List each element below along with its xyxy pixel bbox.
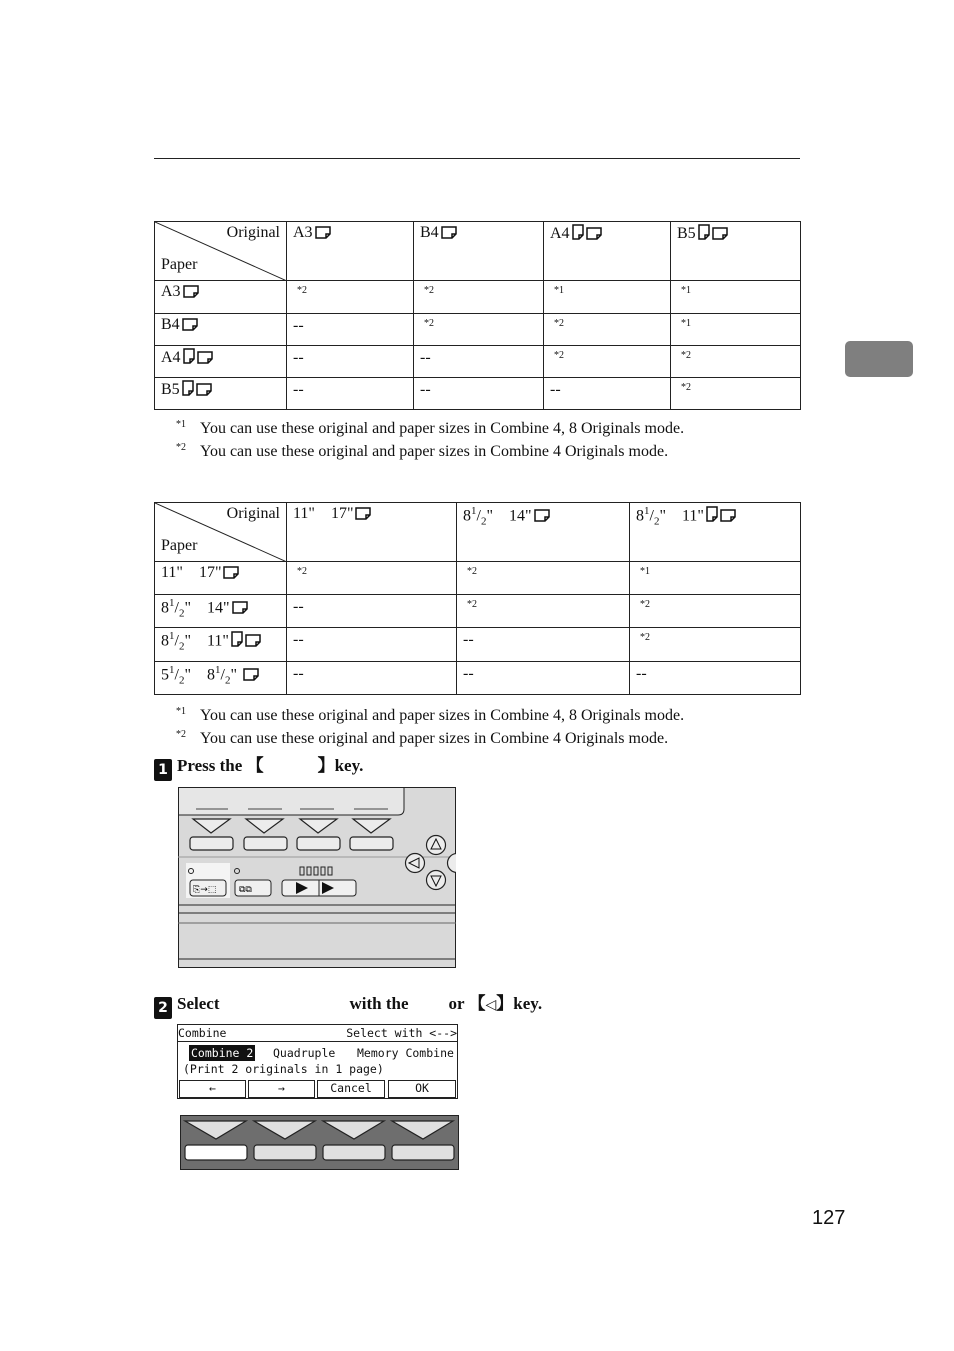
table-corner (155, 222, 287, 281)
table-cell: *2 (414, 281, 544, 314)
table-cell: *1 (630, 562, 801, 595)
landscape-icon (534, 509, 550, 527)
header-original: Original (226, 224, 280, 241)
row-header-8.5x14: $8^1/_2$" 14" (155, 595, 287, 628)
header-paper: Paper (161, 256, 198, 273)
inch-size-table (154, 502, 801, 695)
landscape-icon (196, 383, 212, 401)
landscape-icon (243, 668, 259, 686)
table-cell: -- (457, 662, 630, 695)
table-row (155, 562, 801, 595)
header-paper: Paper (161, 537, 198, 554)
landscape-icon (586, 227, 602, 245)
option-memory-combine[interactable]: Memory Combine (357, 1046, 454, 1060)
portrait-icon (231, 631, 243, 652)
col-header-b5: B5 (671, 222, 801, 281)
landscape-icon (183, 285, 199, 303)
chapter-tab (845, 341, 913, 377)
table-cell: -- (287, 662, 457, 695)
landscape-icon (245, 634, 261, 652)
table-row (155, 346, 801, 378)
col-header-b4: B4 (414, 222, 544, 281)
landscape-icon (197, 351, 213, 369)
table-cell: -- (287, 314, 414, 346)
operation-panel-illustration (178, 787, 456, 968)
step-number-badge: 1 (154, 759, 172, 781)
svg-text:⎘→⬚: ⎘→⬚ (193, 885, 217, 895)
landscape-icon (315, 226, 331, 244)
landscape-icon (720, 509, 736, 527)
table-cell: *2 (630, 628, 801, 662)
header-original: Original (226, 505, 280, 522)
row-header-8.5x11: $8^1/_2$" 11" (155, 628, 287, 662)
step-number-badge: 2 (154, 997, 172, 1019)
landscape-icon (223, 566, 239, 584)
lcd-right-button[interactable]: → (248, 1080, 315, 1098)
table-cell: -- (287, 378, 414, 410)
landscape-icon (712, 227, 728, 245)
footnote: $^{*1}$ You can use these original and paper sizes in Combine 4, 8 Originals mode. (176, 419, 685, 437)
table-cell: *1 (544, 281, 671, 314)
row-header-5.5x8.5: $5^1/_2$" $8^1/_2$" (155, 662, 287, 695)
table-row (155, 662, 801, 695)
lcd-cancel-button[interactable]: Cancel (317, 1080, 385, 1098)
col-header-a3: A3 (287, 222, 414, 281)
table-row (155, 628, 801, 662)
footnotes-inch (176, 702, 684, 748)
portrait-icon (182, 380, 194, 401)
step-1: 1 Press the 【 】key. (154, 751, 363, 781)
table-cell: *2 (544, 346, 671, 378)
col-header-8.5x14: $8^1/_2$" 14" (457, 503, 630, 562)
portrait-icon (706, 506, 718, 527)
table-cell: *2 (671, 346, 801, 378)
col-header-8.5x11: $8^1/_2$" 11" (630, 503, 801, 562)
table-cell: *2 (414, 314, 544, 346)
portrait-icon (698, 224, 710, 245)
table-cell: *1 (671, 314, 801, 346)
row-header-a4: A4 (155, 346, 287, 378)
row-header-11x17: 11" 17" (155, 562, 287, 595)
page-number: 127 (812, 1207, 846, 1229)
table-cell: -- (630, 662, 801, 695)
table-cell: -- (287, 628, 457, 662)
footnote: $^{*2}$ You can use these original and paper sizes in Combine 4 Originals mode. (176, 442, 669, 460)
table-cell: -- (414, 378, 544, 410)
header-rule (154, 158, 800, 159)
col-header-11x17: 11" 17" (287, 503, 457, 562)
table-row (155, 378, 801, 410)
table-cell: *2 (457, 562, 630, 595)
row-header-b4: B4 (155, 314, 287, 346)
table-cell: -- (287, 595, 457, 628)
table-corner (155, 503, 287, 562)
table-cell: -- (457, 628, 630, 662)
row-header-b5: B5 (155, 378, 287, 410)
table-row (155, 314, 801, 346)
landscape-icon (232, 601, 248, 619)
svg-text:⧉⧉: ⧉⧉ (239, 885, 252, 895)
footnotes-metric (176, 415, 684, 461)
portrait-icon (183, 348, 195, 369)
lcd-title: Combine (178, 1026, 227, 1040)
table-row (155, 595, 801, 628)
table-cell: *1 (671, 281, 801, 314)
step-2: 2 Select with the or 【◁】key. (154, 989, 542, 1019)
row-header-a3: A3 (155, 281, 287, 314)
table-cell: *2 (671, 378, 801, 410)
table-row (155, 281, 801, 314)
table-cell: *2 (287, 281, 414, 314)
table-cell: -- (414, 346, 544, 378)
footnote: $^{*1}$ You can use these original and paper sizes in Combine 4, 8 Originals mode. (176, 706, 685, 724)
table-cell: *2 (457, 595, 630, 628)
lcd-description: (Print 2 originals in 1 page) (183, 1062, 384, 1076)
table-cell: -- (287, 346, 414, 378)
table-cell: *2 (630, 595, 801, 628)
lcd-left-button[interactable]: ← (179, 1080, 246, 1098)
lcd-ok-button[interactable]: OK (388, 1080, 456, 1098)
col-header-a4: A4 (544, 222, 671, 281)
table-cell: -- (544, 378, 671, 410)
lcd-screen (177, 1024, 458, 1099)
landscape-icon (441, 226, 457, 244)
landscape-icon (182, 318, 198, 336)
portrait-icon (572, 224, 584, 245)
option-quadruple[interactable]: Quadruple (273, 1046, 336, 1060)
left-arrow-icon: ◁ (485, 998, 497, 1013)
selection-keys-illustration (180, 1115, 459, 1170)
lcd-hint: Select with <--> (346, 1026, 457, 1040)
table-cell: *2 (287, 562, 457, 595)
option-combine-2[interactable]: Combine 2 (191, 1046, 254, 1060)
footnote: $^{*2}$ You can use these original and paper sizes in Combine 4 Originals mode. (176, 729, 669, 747)
table-cell: *2 (544, 314, 671, 346)
landscape-icon (355, 507, 371, 525)
metric-size-table (154, 221, 801, 410)
